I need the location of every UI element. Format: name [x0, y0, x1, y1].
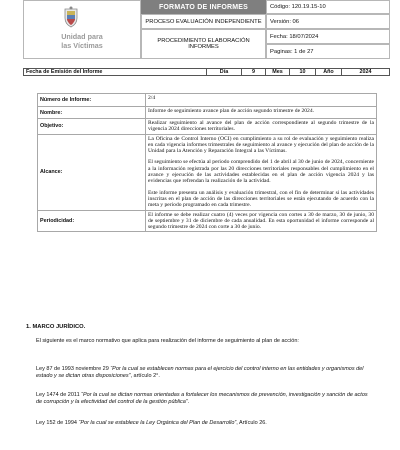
document-code: Código: 120.19.15-10 — [266, 0, 390, 14]
law-87-description: “Por la cual se establecen normas para el ejercicio del control interno en las entidades y organismos del estado y se dictan otras disposiciones” — [36, 366, 364, 379]
law-1474-title: Ley 1474 de 2011 — [36, 392, 82, 398]
scope-paragraph-1: La Oficina de Control Interno (OCI) en cumplimiento a su rol de evaluación y seguimiento realiza en cada vigencia informes trimestrales de seguimiento al avance y ejecución del plan de acción de la Unidad para la Atención y Reparación Integral a las Víctimas. — [148, 135, 374, 155]
law-87-paragraph — [36, 366, 371, 380]
law-152-article: , Artículo 26. — [236, 420, 267, 426]
law-152-title: Ley 152 de 1994 — [36, 420, 79, 426]
day-value: 9 — [242, 69, 266, 75]
section-intro: El siguiente es el marco normativo que aplica para realización del informe de seguimiento al plan de acción: — [36, 338, 299, 344]
report-number-value: 2/4 — [146, 94, 377, 107]
scope-value — [146, 134, 377, 210]
scope-label: Alcance: — [38, 134, 146, 210]
page-count: Paginas: 1 de 27 — [266, 44, 390, 59]
year-value: 2024 — [359, 69, 372, 75]
objective-label: Objetivo: — [38, 119, 146, 135]
periodicity-label: Periodicidad: — [38, 210, 146, 232]
table-row — [38, 210, 377, 232]
logo-cell — [23, 0, 141, 59]
org-name-line2: las Víctimas — [61, 41, 103, 50]
law-152-paragraph — [36, 420, 371, 427]
version: Versión: 06 — [266, 14, 390, 29]
process-name: PROCESO EVALUACIÓN INDEPENDIENTE — [141, 14, 266, 29]
month-label: Mes — [266, 69, 290, 75]
report-name-label: Nombre: — [38, 107, 146, 119]
report-number-label: Número de Informe: — [38, 94, 146, 107]
scope-paragraph-2: El seguimiento se efectúa al periodo comprendido del 1 de abril al 30 de junio de 2024, concerniente a la información registrada por las 20 direcciones territoriales responsables del cumplimiento en el avance y ejecución de las actividades establecidas en el plan de acción vigencia 2024 y las evidencias que refrendan la realización de la actividad. — [148, 159, 374, 185]
issue-date: Fecha: 18/07/2024 — [266, 29, 390, 44]
table-row — [38, 134, 377, 210]
law-1474-end: . — [187, 399, 190, 405]
law-1474-paragraph — [36, 392, 371, 406]
scope-paragraph-3: Este informe presenta un análisis y evaluación trimestral, con el fin de determinar si las actividades inscritas en el plan de acción de las direcciones territoriales se están ejecutando de acuerdo con la meta y periodo programado en cada trimestre. — [148, 189, 374, 209]
law-1474-description: “Por la cual se dictan normas orientadas a fortalecer los mecanismos de prevención, investigación y sanción de actos de corrupción y la efectividad del control de la gestión pública” — [36, 392, 368, 405]
law-152-description: “Por la cual se establece la Ley Orgánica del Plan de Desarrollo” — [78, 420, 237, 426]
month-value: 10 — [290, 69, 316, 75]
procedure-name: PROCEDIMIENTO ELABORACIÓN INFORMES — [141, 29, 266, 59]
periodicity-value: El informe se debe realizar cuatro (4) veces por vigencia con cortes a 30 de marzo, 30 de junio, 30 de septiembre y 31 de diciembre de cada anualidad. En esta oportunidad el informe corresponde al segundo trimestre de 2024 con corte a 30 de junio. — [146, 210, 377, 232]
year-label: Año — [316, 69, 342, 75]
report-name-value: Informe de seguimiento avance plan de acción segundo trimestre de 2024. — [146, 107, 377, 119]
emission-date-row — [23, 68, 390, 76]
day-label: Día — [207, 69, 242, 75]
law-87-article: , artículo 2°. — [130, 373, 160, 379]
table-row — [38, 119, 377, 135]
org-name-line1: Unidad para — [61, 32, 103, 41]
coat-of-arms-icon — [62, 6, 80, 28]
section-heading: 1. MARCO JURÍDICO. — [26, 324, 86, 330]
emission-date-label: Fecha de Emisión del Informe — [24, 69, 207, 75]
law-87-title: Ley 87 de 1993 noviembre 29 — [36, 366, 111, 372]
format-title: FORMATO DE INFORMES — [141, 0, 266, 14]
report-info-table — [37, 93, 377, 232]
org-name — [23, 32, 141, 50]
objective-value: Realizar seguimiento al avance del plan de acción correspondiente al segundo trimestre de la vigencia 2024 direcciones territoriales. — [146, 119, 377, 135]
table-row — [38, 94, 377, 107]
table-row — [38, 107, 377, 119]
